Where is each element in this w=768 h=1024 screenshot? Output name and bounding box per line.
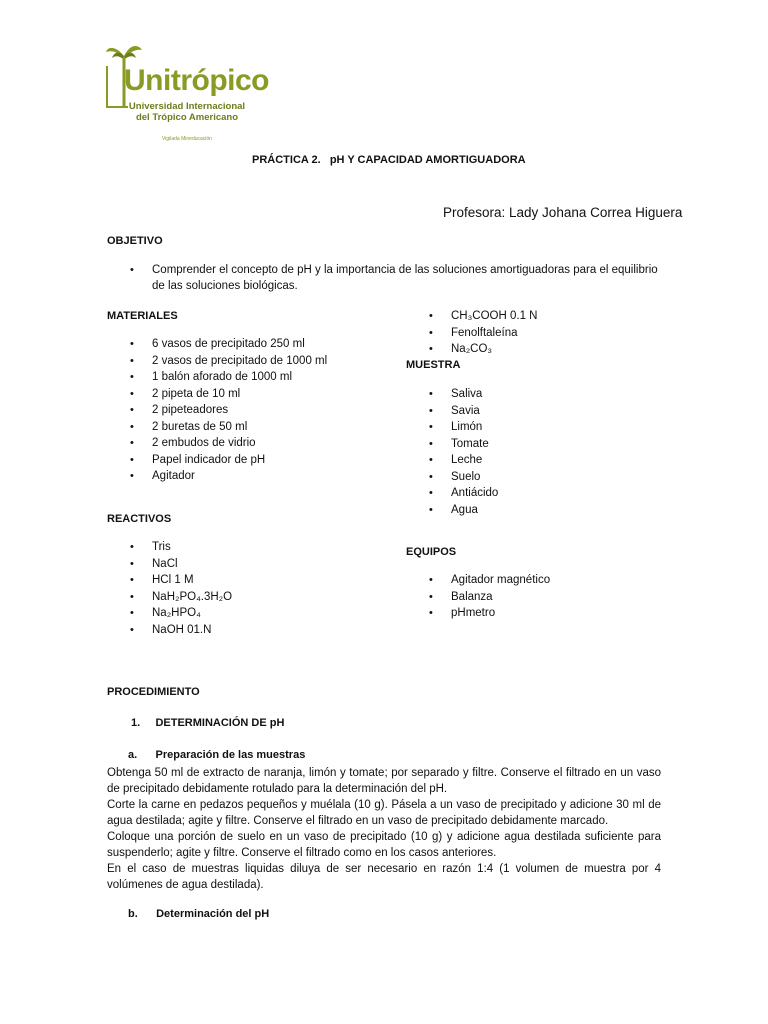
paragraph: Coloque una porción de suelo en un vaso de precipitado (10 g) y adicione agua destilada suficiente para suspenderlo; agite y filtre. Conserve el filtrado como en los casos anteriores. (107, 831, 661, 859)
paragraph: Corte la carne en pedazos pequeños y muélala (10 g). Pásela a un vaso de precipitado y adicione 30 ml de agua destilada; agite y filtre. Conserve el filtrado en un vaso de precipitado debidamente marcado. (107, 799, 661, 827)
materiales-heading: MATERIALES (107, 310, 178, 322)
list-item: • Antiácido (406, 485, 498, 502)
list-item: • 2 embudos de vidrio (107, 435, 327, 452)
list-item: • Balanza (406, 589, 550, 606)
list-item: • Fenolftaleína (406, 325, 537, 342)
objetivo-line2: de las soluciones biológicas. (152, 280, 298, 292)
list-item: • NaOH 01.N (107, 622, 232, 639)
list-item: • Agitador magnético (406, 572, 550, 589)
university-logo (104, 42, 269, 152)
list-item: • 2 vasos de precipitado de 1000 ml (107, 353, 327, 370)
logo-left-rule (106, 66, 108, 108)
reactivos-list (107, 539, 232, 638)
page-title: PRÁCTICA 2. pH Y CAPACIDAD AMORTIGUADORA (252, 154, 526, 166)
objetivo-item (107, 262, 667, 294)
list-item: • 2 pipeta de 10 ml (107, 386, 327, 403)
list-item: • Na₂CO₃ (406, 341, 537, 358)
procedimiento-heading: PROCEDIMIENTO (107, 686, 200, 698)
subsection-a-heading: a. Preparación de las muestras (128, 749, 306, 761)
logo-name: Unitrópico (124, 64, 269, 97)
procedure-paragraphs (107, 765, 661, 893)
list-item: • Leche (406, 452, 498, 469)
list-item: • Savia (406, 403, 498, 420)
materiales-list (107, 336, 327, 485)
logo-line2: del Trópico Americano (135, 112, 239, 123)
list-item: • CH₃COOH 0.1 N (406, 308, 537, 325)
list-item: • Agitador (107, 468, 327, 485)
reactivos-cont-list (406, 308, 537, 358)
objetivo-heading: OBJETIVO (107, 235, 163, 247)
reactivos-heading: REACTIVOS (107, 513, 172, 525)
list-item: • 6 vasos de precipitado 250 ml (107, 336, 327, 353)
list-item: • HCl 1 M (107, 572, 232, 589)
list-item: • 1 balón aforado de 1000 ml (107, 369, 327, 386)
muestra-heading: MUESTRA (406, 359, 461, 371)
list-item: • Na₂HPO₄ (107, 605, 232, 622)
list-item: • 2 buretas de 50 ml (107, 419, 327, 436)
teacher-name: Profesora: Lady Johana Correa Higuera (443, 205, 683, 220)
list-item: • Saliva (406, 386, 498, 403)
muestra-list (406, 386, 498, 518)
list-item: • NaCl (107, 556, 232, 573)
list-item: • Suelo (406, 469, 498, 486)
list-item: • Agua (406, 502, 498, 519)
paragraph: En el caso de muestras liquidas diluya de ser necesario en razón 1:4 (1 volumen de muestra por 4 volúmenes de agua destilada). (107, 863, 661, 891)
subsection-b-heading: b. Determinación del pH (128, 908, 270, 920)
list-item: • Limón (406, 419, 498, 436)
list-item: • 2 pipeteadores (107, 402, 327, 419)
equipos-heading: EQUIPOS (406, 546, 457, 558)
list-item: • Tris (107, 539, 232, 556)
list-item: • Tomate (406, 436, 498, 453)
paragraph: Obtenga 50 ml de extracto de naranja, limón y tomate; por separado y filtre. Conserve el filtrado en un vaso de precipitado debidamente rotulado para la determinación del pH. (107, 767, 661, 795)
list-item: • Papel indicador de pH (107, 452, 327, 469)
section-1-heading: 1. DETERMINACIÓN DE pH (131, 717, 285, 729)
list-item: • pHmetro (406, 605, 550, 622)
logo-tagline: Vigilada Mineducación (162, 136, 212, 142)
equipos-list (406, 572, 550, 622)
logo-line1: Universidad Internacional (128, 101, 246, 112)
list-item: • NaH₂PO₄.3H₂O (107, 589, 232, 606)
objetivo-line1: Comprender el concepto de pH y la importancia de las soluciones amortiguadoras para el equilibrio (152, 264, 658, 276)
bullet-icon: • (130, 264, 134, 276)
